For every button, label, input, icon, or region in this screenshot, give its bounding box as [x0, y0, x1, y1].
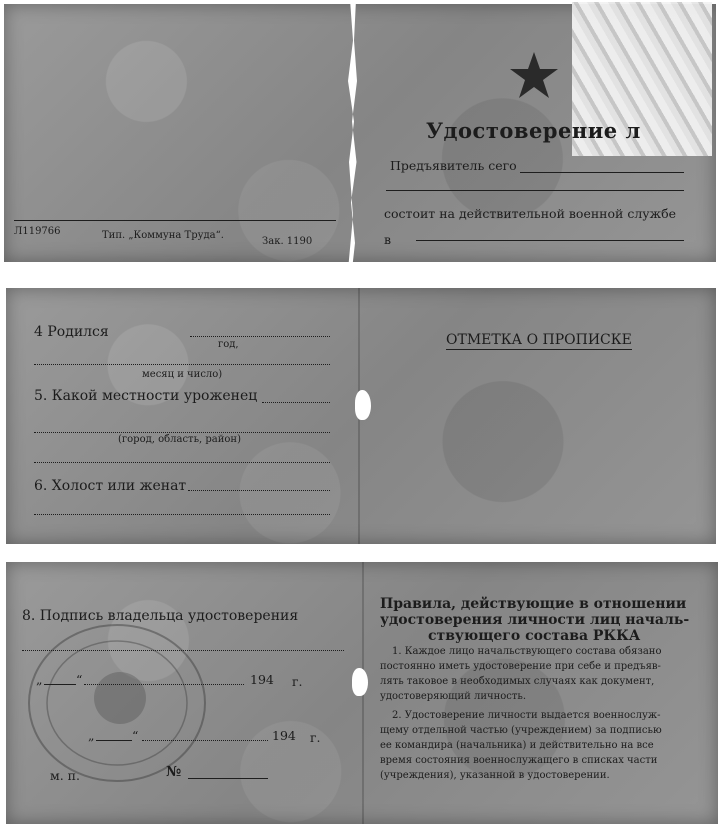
- bearer-line: [520, 172, 684, 173]
- date2-close-quote: “: [132, 728, 139, 743]
- rule-2-line: 2. Удостоверение личности выдается военнослуж-: [392, 710, 661, 721]
- born-label: 4 Родился: [34, 324, 109, 340]
- origin-line: [262, 402, 330, 403]
- rule-1-line: 1. Каждое лицо начальствующего состава обязано: [392, 646, 662, 657]
- date2-month-line: [142, 740, 268, 741]
- certificate-title: Удостоверение л: [426, 118, 641, 143]
- date1-open-quote: „: [36, 672, 43, 687]
- origin-label: 5. Какой местности уроженец: [34, 388, 258, 404]
- marital-label: 6. Холост или женат: [34, 478, 187, 494]
- round-stamp-seal: [22, 618, 212, 788]
- rule-2-line: щему отдельной частью (учреждением) за подписью: [380, 725, 662, 736]
- date1-suffix: г.: [292, 674, 303, 689]
- order-number: Зак. 1190: [262, 236, 313, 247]
- number-line: [188, 778, 268, 779]
- rules-title-1: Правила, действующие в отношении: [380, 596, 687, 612]
- signature-label: 8. Подпись владельца удостоверения: [22, 608, 299, 624]
- panel-2-hole: [355, 390, 371, 420]
- origin-line-3: [34, 462, 330, 463]
- printer-name: Тип. „Коммуна Труда“.: [102, 230, 224, 241]
- registration-title: ОТМЕТКА О ПРОПИСКЕ: [446, 332, 632, 348]
- rule-2-line: время состояния военнослужащего в списках части: [380, 755, 658, 766]
- date1-year: 194: [250, 672, 274, 687]
- month-line: [34, 364, 330, 365]
- origin-line-2: [34, 432, 330, 433]
- date2-day-line: [96, 740, 132, 741]
- year-line: [190, 336, 330, 337]
- month-day-hint: месяц и число): [142, 369, 223, 380]
- seal-place-label: м. п.: [50, 768, 80, 783]
- date1-month-line: [84, 684, 244, 685]
- unit-line: [416, 240, 684, 241]
- rules-title-3: ствующего состава РККА: [428, 628, 641, 644]
- rule-2-line: (учреждения), указанной в удостоверении.: [380, 770, 610, 781]
- date2-open-quote: „: [88, 728, 95, 743]
- serial-number: Л119766: [14, 226, 61, 237]
- marital-line: [188, 490, 330, 491]
- place-hint: (город, область, район): [118, 434, 242, 445]
- panel-3-hole: [352, 668, 368, 696]
- in-label: в: [384, 232, 392, 247]
- number-sign: №: [166, 764, 182, 780]
- date2-suffix: г.: [310, 730, 321, 745]
- rules-title-2: удостоверения личности лиц началь-: [380, 612, 690, 628]
- rule-1-line: постоянно иметь удостоверение при себе и предъяв-: [380, 661, 661, 672]
- rule-1-line: лять таковое в необходимых случаях как документ,: [380, 676, 655, 687]
- date1-close-quote: “: [76, 672, 83, 687]
- bearer-label: Предъявитель сего: [390, 158, 517, 173]
- date1-day-line: [44, 684, 76, 685]
- rule-2-line: ее командира (начальника) и действительно на все: [380, 740, 654, 751]
- signature-line: [22, 650, 344, 651]
- footer-rule: [14, 220, 336, 221]
- marital-line-2: [34, 514, 330, 515]
- red-star-icon: [508, 50, 560, 102]
- year-hint: год,: [218, 339, 239, 350]
- rule-1-line: удостоверяющий личность.: [380, 691, 527, 702]
- service-label: состоит на действительной военной службе: [384, 206, 677, 221]
- bearer-line-2: [386, 190, 684, 191]
- date2-year: 194: [272, 728, 296, 743]
